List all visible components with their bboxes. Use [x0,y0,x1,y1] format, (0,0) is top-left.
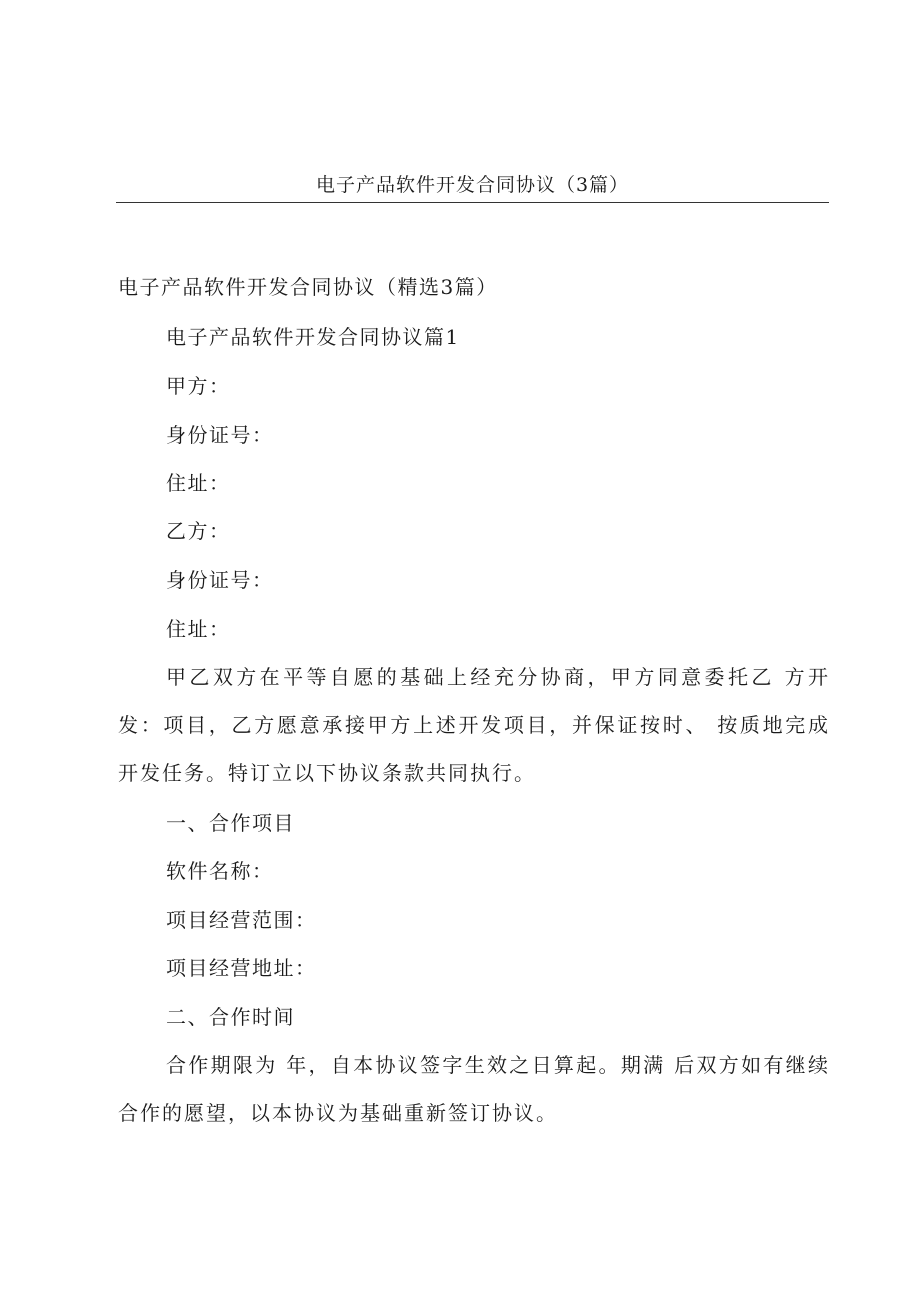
party-b-id-label: 身份证号： [166,568,274,592]
software-name-label: 软件名称： [166,859,274,883]
business-address-label: 项目经营地址： [166,956,317,980]
party-a-label: 甲方： [166,374,231,398]
party-b-address-label: 住址： [166,617,231,641]
document-title: 电子产品软件开发合同协议（精选3篇） [118,275,498,299]
party-b-label: 乙方： [166,519,231,543]
clause-1-heading: 一、合作项目 [166,811,295,835]
header-title: 电子产品软件开发合同协议（3篇） [315,174,630,196]
page-header [116,172,829,203]
clause-2-heading: 二、合作时间 [166,1005,295,1029]
section-title: 电子产品软件开发合同协议篇1 [166,325,460,349]
party-a-address-label: 住址： [166,471,231,495]
business-scope-label: 项目经营范围： [166,908,317,932]
party-a-id-label: 身份证号： [166,423,274,447]
term-paragraph: 合作期限为 年，自本协议签字生效之日算起。期满 后双方如有继续合作的愿望，以本协议为基础重新签订协议。 [118,1053,830,1125]
intro-paragraph: 甲乙双方在平等自愿的基础上经充分协商，甲方同意委托乙 方开发：项目，乙方愿意承接甲方上述开发项目，并保证按时、 按质地完成开发任务。特订立以下协议条款共同执行。 [118,665,830,785]
